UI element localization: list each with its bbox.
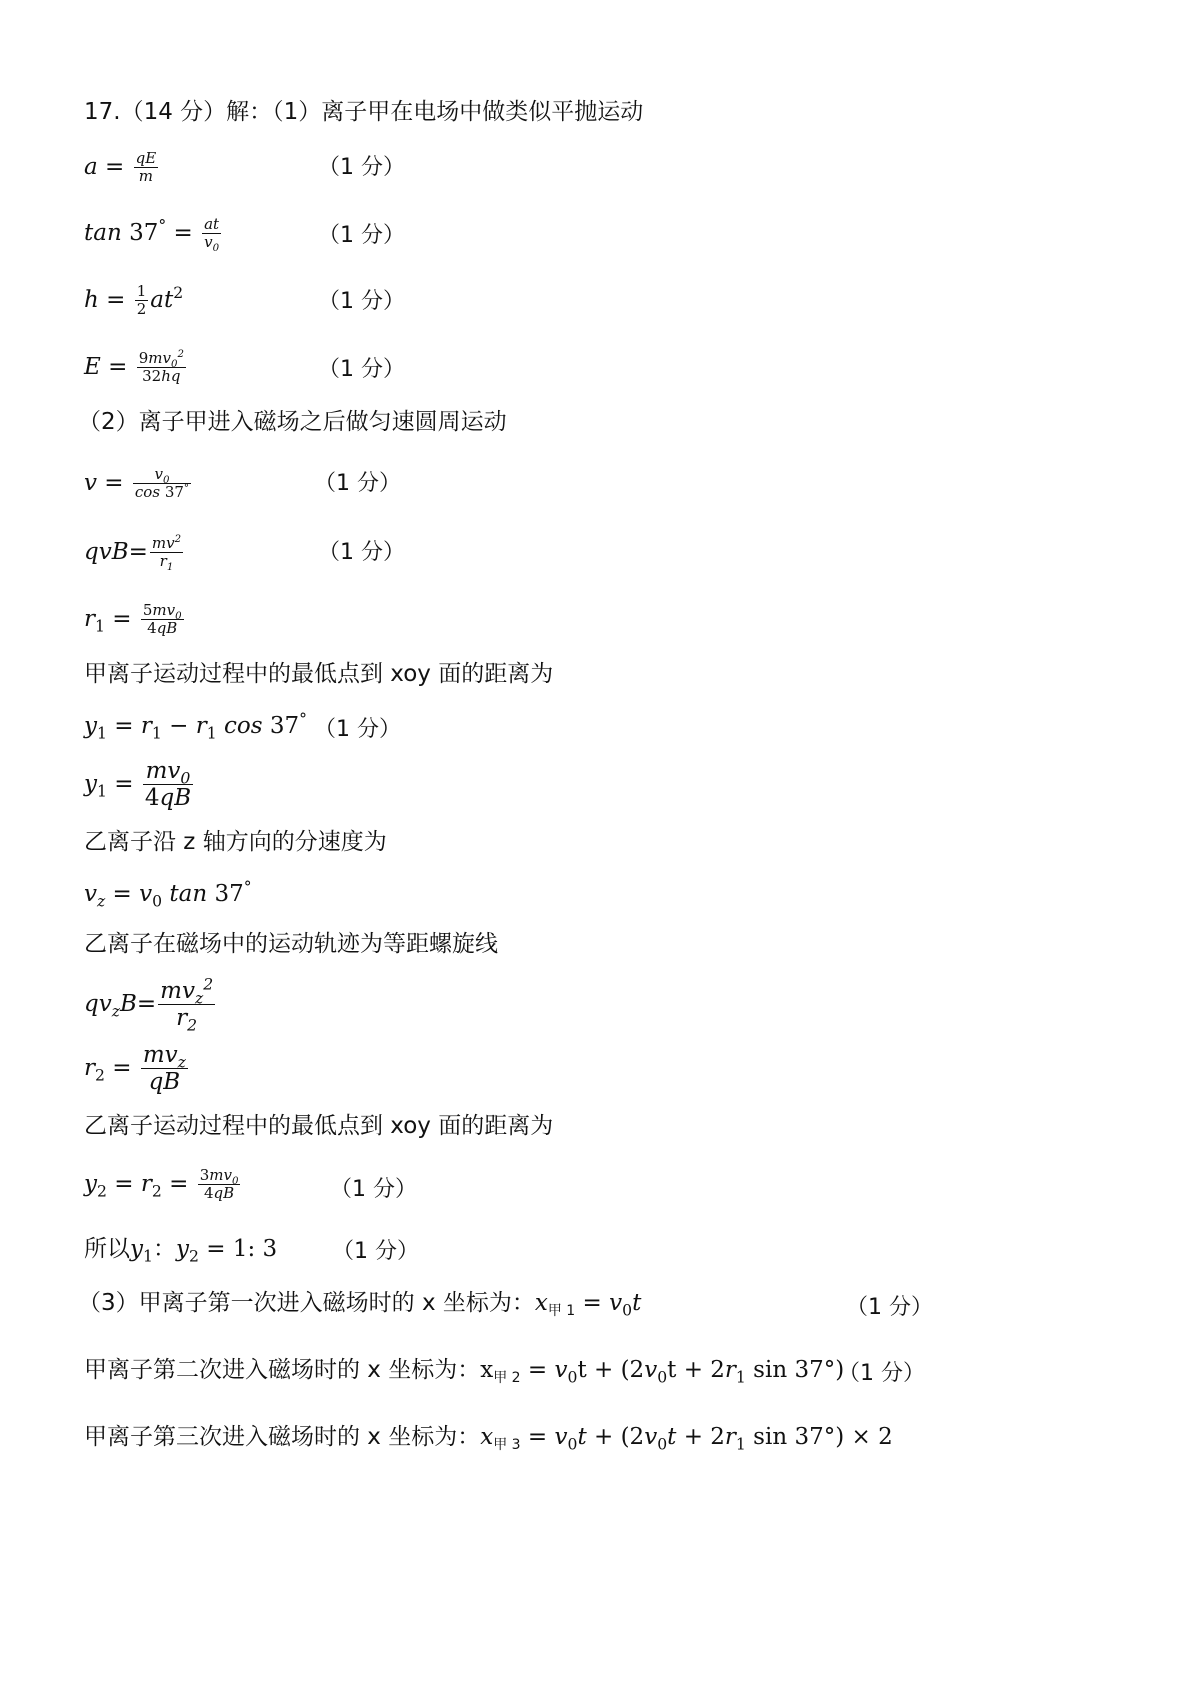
text-jia-lowest: 甲离子运动过程中的最低点到 xoy 面的距离为 [84,661,554,687]
eq-yi-lorentz: $qv_zB=$ $\frac{mv_z^2}{r_2}$ [84,974,214,1036]
score-mark: （1 分） [314,717,401,742]
text-yi-helix: 乙离子在磁场中的运动轨迹为等距螺旋线 [84,931,498,957]
text-yi-vz: 乙离子沿 z 轴方向的分速度为 [84,829,387,855]
score-mark: （1 分） [838,1361,925,1386]
score-mark: （1 分） [318,155,405,180]
score-mark: （1 分） [318,223,405,248]
score-mark: （1 分） [318,357,405,382]
score-mark: （1 分） [318,540,405,565]
eq-height: h = $\frac{1}{2}$ $at^2$ [84,282,184,319]
score-mark: （1 分） [332,1239,419,1264]
eq-y1-def: $y_1 = r_1 - r_1$ cos 37° [84,709,307,743]
eq-radius-2: $r_2$ = $\frac{mv_z}{qB}$ [84,1042,186,1096]
text-yi-lowest: 乙离子运动过程中的最低点到 xoy 面的距离为 [84,1113,554,1139]
problem-title: 17.（14 分）解：（1）离子甲在电场中做类似平抛运动 [84,99,644,125]
eq-velocity: v = $\frac{v_0}{\cos 37^\circ}$ [84,465,189,502]
eq-acceleration: a = $\frac{qE}{m}$ [84,149,157,186]
score-mark: （1 分） [330,1177,417,1202]
eq-radius-1: $r_1$ = $\frac{5mv_0}{4qB}$ [84,601,182,638]
text-second: 甲离子第二次进入磁场时的 x 坐标为： [84,1357,481,1383]
score-mark: （1 分） [846,1295,933,1320]
eq-lorentz: qvB= $\frac{mv^2}{r_1}$ [84,534,182,574]
part3-first-text: （3）甲离子第一次进入磁场时的 x 坐标为： [78,1290,535,1316]
eq-field-strength: E = $\frac{9mv_0^2}{32hq}$ [84,349,184,386]
score-mark: （1 分） [314,471,401,496]
eq-ratio: 所以$y_1$：$y_2 = 1$: 3 [84,1236,278,1266]
part2-heading: （2）离子甲进入磁场之后做匀速圆周运动 [78,409,507,435]
eq-x-third: 甲离子第三次进入磁场时的 x 坐标为：$x_{甲 3} = v_0t + (2v_0t + 2r_1$ sin 37°) × 2 [84,1424,893,1454]
text-so: 所以 [84,1236,130,1262]
text-third: 甲离子第三次进入磁场时的 x 坐标为： [84,1424,481,1450]
score-mark: （1 分） [318,289,405,314]
eq-y2: $y_2 = r_2$ = $\frac{3mv_0}{4qB}$ [84,1166,239,1203]
ratio-value: 1: 3 [232,1236,278,1262]
eq-tan37: tan 37° = $\frac{at}{v_0}$ [84,215,220,255]
eq-x-first: （3）甲离子第一次进入磁场时的 x 坐标为：$x_{甲 1} = v_0t$ [78,1290,642,1320]
eq-y1-result: $y_1$ = $\frac{mv_0}{4qB}$ [84,758,192,812]
eq-vz: $v_z = v_0$ tan 37° [84,877,252,911]
eq-x-second: 甲离子第二次进入磁场时的 x 坐标为：$x_{甲 2} = v_0t + (2v_0t + 2r_1$ sin 37°) [84,1357,845,1387]
